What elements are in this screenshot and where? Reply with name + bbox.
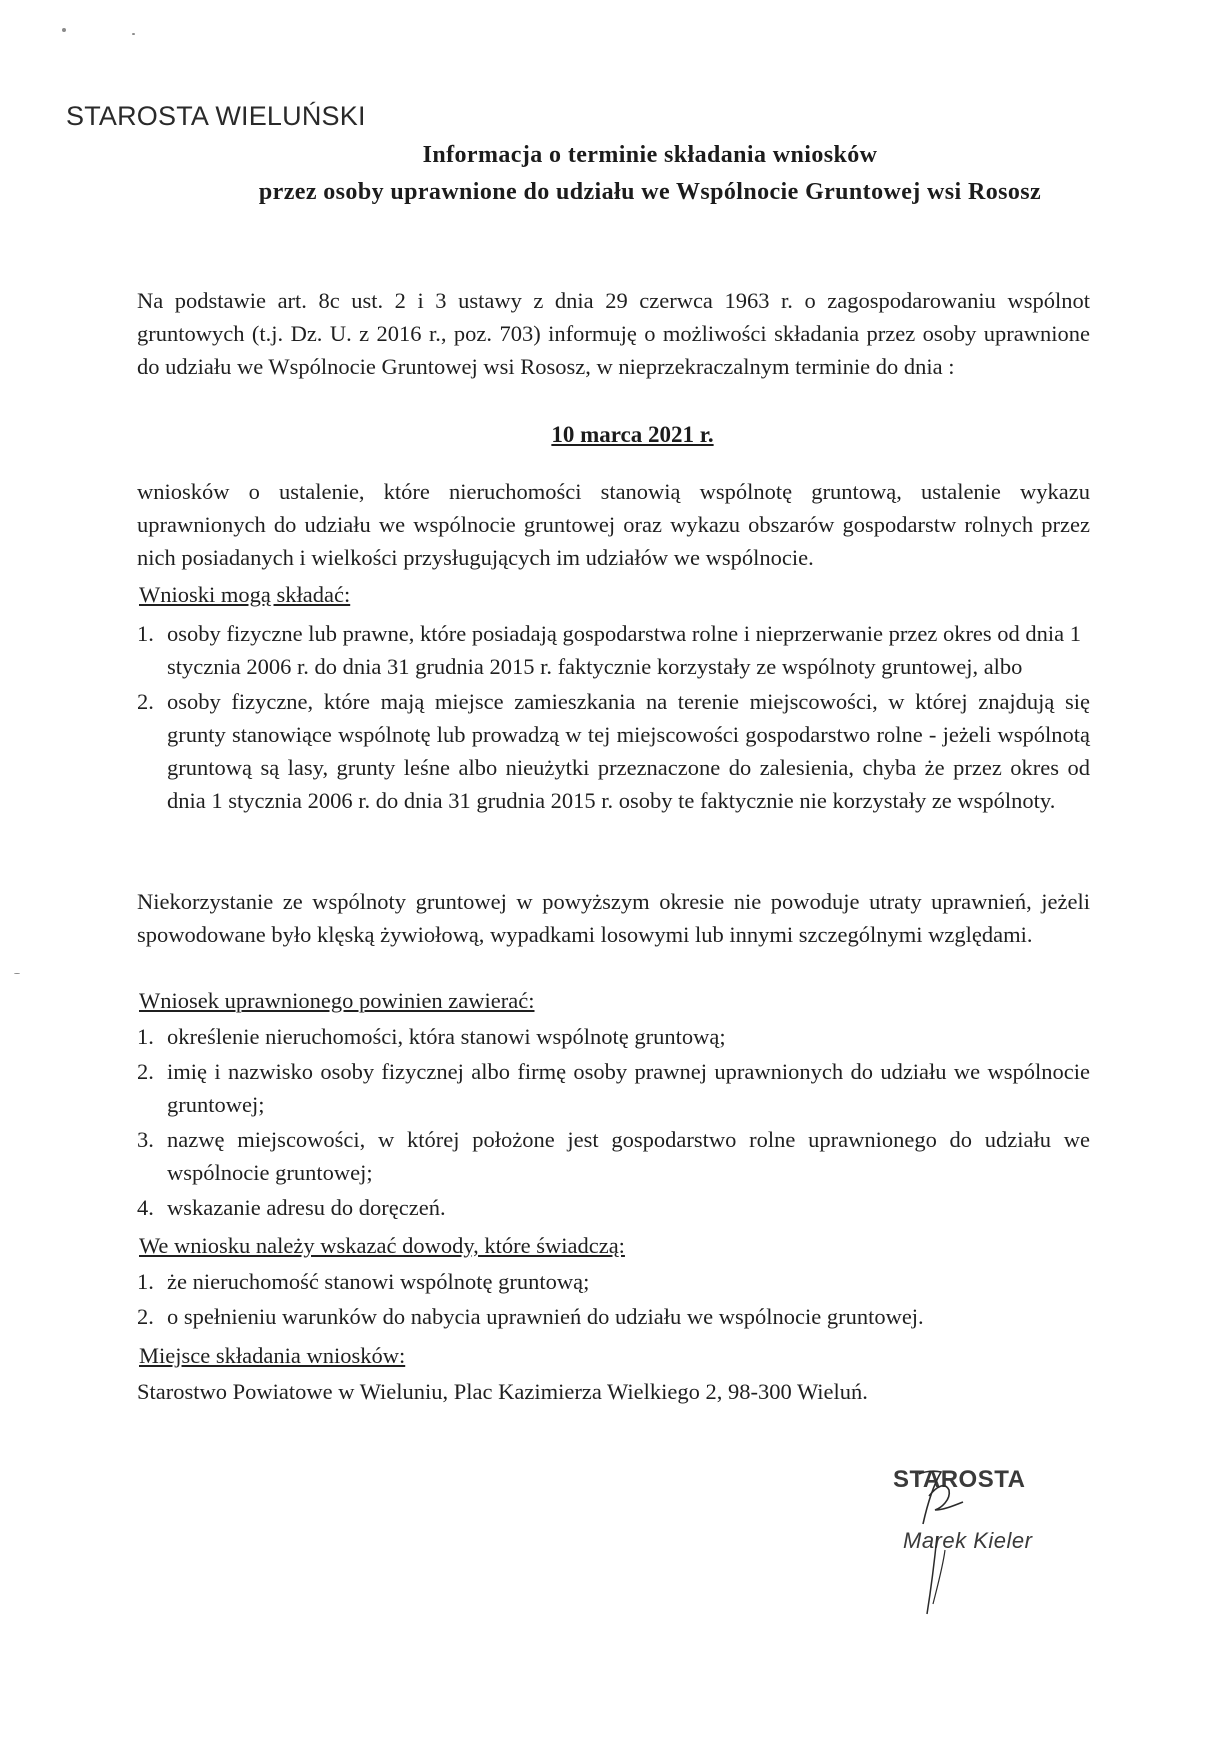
issuer-header: STAROSTA WIELUŃSKI — [66, 101, 366, 131]
scan-speck — [132, 33, 135, 35]
list-item-text: że nieruchomość stanowi wspólnotę gruntową; — [167, 1269, 590, 1294]
contents-list — [137, 1020, 1090, 1226]
list-item-text: wskazanie adresu do doręczeń. — [167, 1195, 446, 1220]
list-item-number: 1. — [137, 1024, 154, 1049]
list-item — [137, 1191, 1090, 1224]
signature-title-stamp: STAROSTA — [893, 1466, 1026, 1493]
document-title-line1: Informacja o terminie składania wniosków — [422, 142, 878, 168]
purpose-paragraph: wniosków o ustalenie, które nieruchomości stanowią wspólnotę gruntową, ustalenie wykazu uprawnionych do udziału we wspólnocie gruntowej oraz wykazu obszarów gospodarstw rolnych przez nich posiadanych i wielkości przysługujących im udziałów we wspólnocie. — [137, 479, 1090, 570]
evidence-heading: We wniosku należy wskazać dowody, które świadczą: — [139, 1233, 625, 1258]
list-item — [137, 1123, 1090, 1189]
list-item-number: 2. — [137, 1059, 154, 1084]
intro-paragraph: Na podstawie art. 8c ust. 2 i 3 ustawy z dnia 29 czerwca 1963 r. o zagospodarowaniu wspólnot gruntowych (t.j. Dz. U. z 2016 r., poz. 703) informuję o możliwości składania przez osoby uprawnione do udziału we Wspólnocie Gruntowej wsi Rososz, w nieprzekraczalnym terminie do dnia : — [137, 288, 1090, 379]
list-item-number: 1. — [137, 1269, 154, 1294]
list-item-number: 4. — [137, 1195, 154, 1220]
list-item-number: 2. — [137, 1304, 154, 1329]
place-address: Starostwo Powiatowe w Wieluniu, Plac Kazimierza Wielkiego 2, 98-300 Wieluń. — [137, 1379, 868, 1404]
evidence-list — [137, 1265, 1090, 1335]
list-item — [137, 1020, 1090, 1053]
list-item-number: 1. — [137, 621, 154, 646]
list-item-text: imię i nazwisko osoby fizycznej albo firmę osoby prawnej uprawnionych do udziału we wspólnocie gruntowej; — [167, 1059, 1090, 1117]
list-item-text: o spełnieniu warunków do nabycia uprawnień do udziału we wspólnocie gruntowej. — [167, 1304, 924, 1329]
list-item-text: nazwę miejscowości, w której położone jest gospodarstwo rolne uprawnionego do udziału we wspólnocie gruntowej; — [167, 1127, 1090, 1185]
deadline-date: 10 marca 2021 r. — [551, 422, 714, 447]
list-item — [137, 1300, 1090, 1333]
signature-block — [893, 1466, 1073, 1646]
who-list — [137, 617, 1090, 819]
place-heading: Miejsce składania wniosków: — [139, 1343, 406, 1368]
contents-heading: Wniosek uprawnionego powinien zawierać: — [139, 988, 535, 1013]
note-paragraph: Niekorzystanie ze wspólnoty gruntowej w powyższym okresie nie powoduje utraty uprawnień, jeżeli spowodowane było klęską żywiołową, wypadkami losowymi lub innymi szczególnymi względami. — [137, 889, 1090, 947]
signature-name-stamp: Marek Kieler — [903, 1528, 1033, 1553]
scan-speck — [62, 28, 66, 32]
list-item — [137, 1265, 1090, 1298]
scan-speck — [14, 973, 20, 974]
list-item-number: 3. — [137, 1127, 154, 1152]
handwritten-signature — [893, 1466, 1073, 1646]
list-item-text: osoby fizyczne, które mają miejsce zamieszkania na terenie miejscowości, w której znajdują się grunty stanowiące wspólnotę lub prowadzą w tej miejscowości gospodarstwo rolne - jeżeli wspólnotą gruntową są lasy, grunty leśne albo nieużytki przeznaczone do zalesienia, chyba że przez okres od dnia 1 stycznia 2006 r. do dnia 31 grudnia 2015 r. osoby te faktycznie nie korzystały ze wspólnoty. — [167, 689, 1090, 813]
list-item-number: 2. — [137, 689, 154, 714]
list-item — [137, 685, 1090, 817]
list-item-text: określenie nieruchomości, która stanowi wspólnotę gruntową; — [167, 1024, 726, 1049]
list-item — [137, 1055, 1090, 1121]
list-item — [137, 617, 1090, 683]
document-title-line2: przez osoby uprawnione do udziału we Wspólnocie Gruntowej wsi Rososz — [258, 179, 1042, 205]
who-heading: Wnioski mogą składać: — [139, 582, 351, 607]
list-item-text: osoby fizyczne lub prawne, które posiadają gospodarstwa rolne i nieprzerwanie przez okres od dnia 1 stycznia 2006 r. do dnia 31 grudnia 2015 r. faktycznie korzystały ze wspólnoty gruntowej, albo — [167, 621, 1082, 679]
